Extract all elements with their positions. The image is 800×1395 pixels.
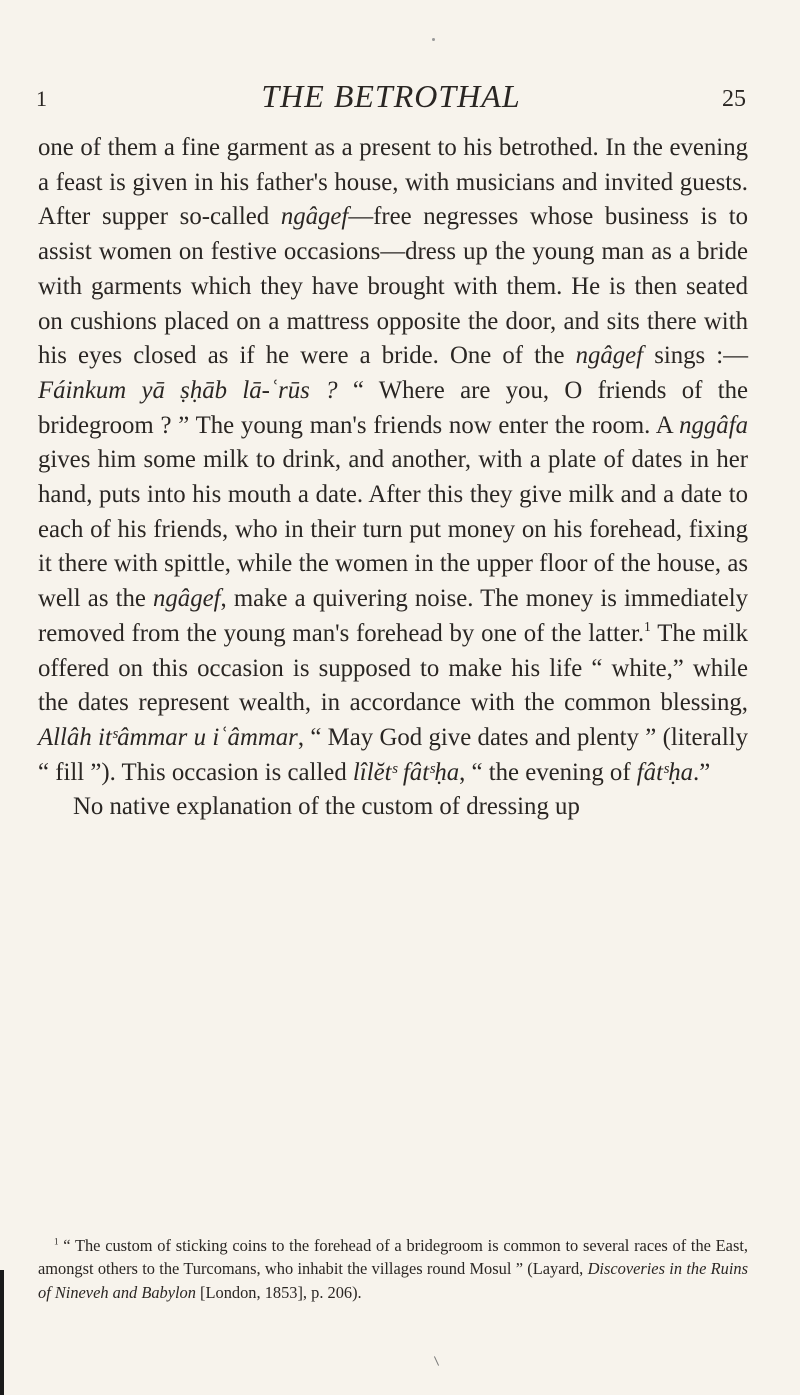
cited-work-title: Discoveries in the Ruins of Nineveh and Babylon <box>38 1259 749 1302</box>
page-number: 25 <box>722 86 746 112</box>
running-header <box>36 78 746 118</box>
footnote: $^1$ “ The custom of sticking coins to the forehead of a bridegroom is common to several races of the East, amongst others to the Turcomans, who inhabit the villages round Mosul ” (Layard, Discoveries in the Ruins of Nineveh and Babylon [London, 1853], p. 206). <box>38 1236 749 1302</box>
chapter-number: 1 <box>36 86 47 111</box>
footnote-number: 1 <box>54 1236 59 1247</box>
scan-mark <box>434 1356 439 1365</box>
term-nggafa: nggâfa <box>679 411 748 439</box>
paragraph-1: one of them a fine garment as a present to his betrothed. In the evening a feast is given in his father's house, with musicians and invited guests. After supper so-called ngâgef—free negresses whose business is to assist women on festive occasions—dress up the young man as a bride with garments which they have brought with them. He is then seated on cushions placed on a mattress opposite the door, and sits there with his eyes closed as if he were a bride. One of the ngâgef sings :—Fáinkum yā ṣḥāb lā-ʿrūs ? “ Where are you, O friends of the bridegroom ? ” The young man's friends now enter the room. A nggâfa gives him some milk to drink, and another, with a plate of dates in her hand, puts into his mouth a date. After this they give milk and a date to each of his friends, who in their turn put money on his forehead, fixing it there with spittle, while the women in the upper floor of the house, as well as the ngâgef, make a quivering noise. The money is immediately removed from the young man's forehead by one of the latter.$^1$ The milk offered on this occasion is supposed to make his life “ white,” while the dates represent wealth, in accordance with the common blessing, Allâh itˢâmmar u iʿâmmar, “ May God give dates and plenty ” (literally “ fill ”). This occasion is called lîlĕtˢ fâtˢḥa, “ the evening of fâtˢḥa.” <box>38 134 749 786</box>
term-fatsha: fâtˢḥa <box>636 758 693 786</box>
print-speck <box>432 38 435 41</box>
running-title: THE BETROTHAL <box>261 78 521 114</box>
term-ngagef: ngâgef <box>575 342 644 370</box>
term-ngagef: ngâgef <box>280 203 349 231</box>
footnote-reference: 1 <box>644 618 651 634</box>
arabic-blessing: Allâh itˢâmmar u iʿâmmar <box>38 723 298 751</box>
arabic-song-phrase: Fáinkum yā ṣḥāb lā-ʿrūs ? <box>38 376 338 404</box>
paragraph-2: No native explanation of the custom of dressing up <box>73 793 580 821</box>
scan-edge-shadow <box>0 1270 4 1395</box>
body-text <box>38 131 748 825</box>
term-ngagef: ngâgef <box>153 585 221 613</box>
term-lilet-fatsha: lîlĕtˢ fâtˢḥa <box>352 758 460 786</box>
